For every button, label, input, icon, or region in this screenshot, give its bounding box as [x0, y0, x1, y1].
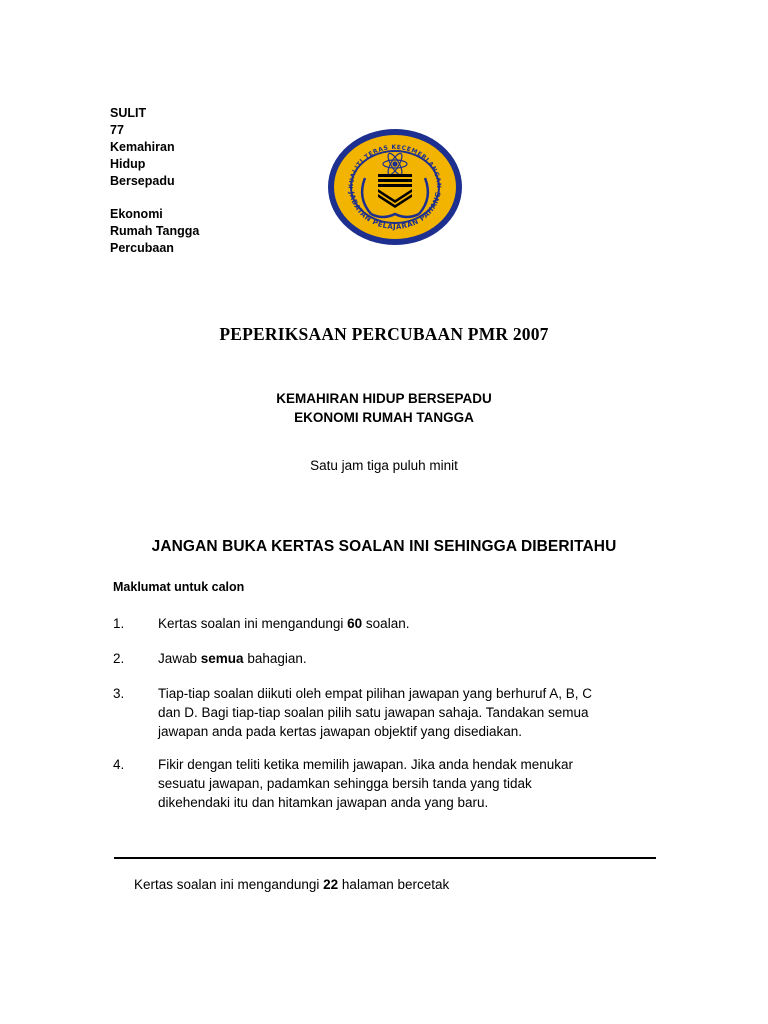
candidate-info-heading: Maklumat untuk calon — [113, 580, 245, 594]
instruction-text — [158, 684, 668, 741]
instruction-text — [158, 755, 668, 812]
instruction-line: dikehendaki itu dan hitamkan jawapan anda yang baru. — [158, 795, 489, 810]
instruction-line: Fikir dengan teliti ketika memilih jawapan. Jika anda hendak menukar — [158, 757, 573, 772]
header-line: Percubaan — [110, 241, 174, 255]
instruction-line: sesuatu jawapan, padamkan sehingga bersih tanda yang tidak — [158, 776, 532, 791]
exam-duration: Satu jam tiga puluh minit — [310, 458, 458, 473]
jabatan-pelajaran-pahang-logo — [327, 128, 463, 246]
exam-title: PEPERIKSAAN PERCUBAAN PMR 2007 — [219, 324, 549, 344]
subject-line-1: KEMAHIRAN HIDUP BERSEPADU — [276, 391, 492, 406]
instruction-number: 1. — [113, 616, 125, 631]
header-line: Rumah Tangga — [110, 224, 200, 238]
header-line: Hidup — [110, 157, 146, 171]
warning-notice: JANGAN BUKA KERTAS SOALAN INI SEHINGGA DIBERITAHU — [151, 538, 617, 555]
header-spacer — [110, 190, 199, 206]
instruction-line: dan D. Bagi tiap-tiap soalan pilih satu jawapan sahaja. Tandakan semua — [158, 705, 589, 720]
instruction-number: 3. — [113, 686, 125, 701]
logo-ring-text-top: KUALITI TERAS KECEMERLANGAN — [347, 143, 443, 189]
header-line: Bersepadu — [110, 174, 175, 188]
header-block — [110, 105, 199, 257]
instruction-line: jawapan anda pada kertas jawapan objektif yang disediakan. — [158, 724, 523, 739]
header-line: 77 — [110, 123, 124, 137]
instruction-line: Jawab semua bahagian. — [158, 651, 307, 666]
subject-line-2: EKONOMI RUMAH TANGGA — [294, 410, 474, 425]
logo-ring-text-bottom: JABATAN PELAJARAN PAHANG — [347, 190, 443, 232]
instruction-number: 2. — [113, 651, 125, 666]
header-line: Kemahiran — [110, 140, 175, 154]
instruction-line: Kertas soalan ini mengandungi 60 soalan. — [158, 616, 410, 631]
page-count-note: Kertas soalan ini mengandungi 22 halaman bercetak — [134, 877, 450, 892]
divider-rule — [114, 857, 656, 859]
instruction-text — [158, 614, 668, 633]
instruction-number: 4. — [113, 757, 125, 772]
header-line: SULIT — [110, 106, 147, 120]
header-line: Ekonomi — [110, 207, 163, 221]
instruction-line: Tiap-tiap soalan diikuti oleh empat pilihan jawapan yang berhuruf A, B, C — [158, 686, 593, 701]
instruction-text — [158, 649, 668, 668]
